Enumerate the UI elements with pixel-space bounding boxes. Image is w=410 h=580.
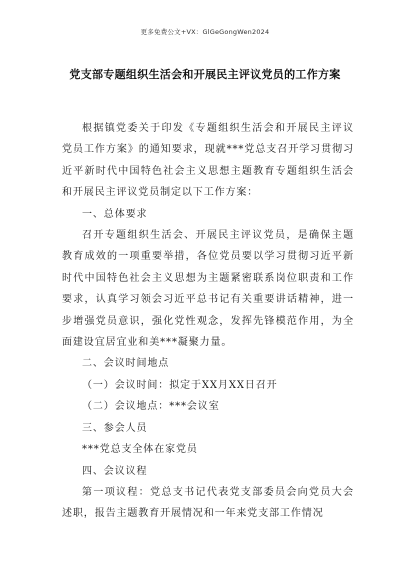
intro-paragraph: 根据镇党委关于印发《专题组织生活会和开展民主评议党员工作方案》的通知要求，现就***党总支召开学习贯彻习近平新时代中国特色社会主义思想主题教育专题组织生活会和开展民主评议党员制定以下工作方案：	[62, 123, 354, 199]
agenda-item-1: 第一项议程：党总支书记代表党支部委员会向党员大会述职，报告主题教育开展情况和一年来党支部工作情况	[62, 486, 354, 520]
section-heading-2: 二、会议时间地点	[82, 358, 170, 370]
header-note: 更多免费公文+VX：GlGeGongWen2024	[140, 28, 270, 36]
meeting-time-item: （一）会议时间：拟定于XX月XX日召开	[82, 379, 278, 391]
participants-text: ***党总支全体在家党员	[82, 444, 198, 456]
section-heading-4: 四、会议议程	[82, 465, 148, 477]
section-heading-1: 一、总体要求	[82, 208, 148, 220]
section-body-1: 召开专题组织生活会、开展民主评议党员，是确保主题教育成效的一项重要举措，各位党员要以学习贯彻习近平新时代中国特色社会主义思想为主题紧密联系岗位职责和工作要求，认真学习领会习近平总书记有关重要讲话精神，进一步增强党员意识，强化党性观念，发挥先锋模范作用，为全面建设宜居宜业和美***凝聚力量。	[62, 230, 354, 349]
document-title: 党支部专题组织生活会和开展民主评议党员的工作方案	[69, 68, 341, 81]
meeting-place-item: （二）会议地点：***会议室	[82, 401, 220, 413]
document-body	[62, 118, 354, 525]
section-heading-3: 三、参会人员	[82, 422, 148, 434]
